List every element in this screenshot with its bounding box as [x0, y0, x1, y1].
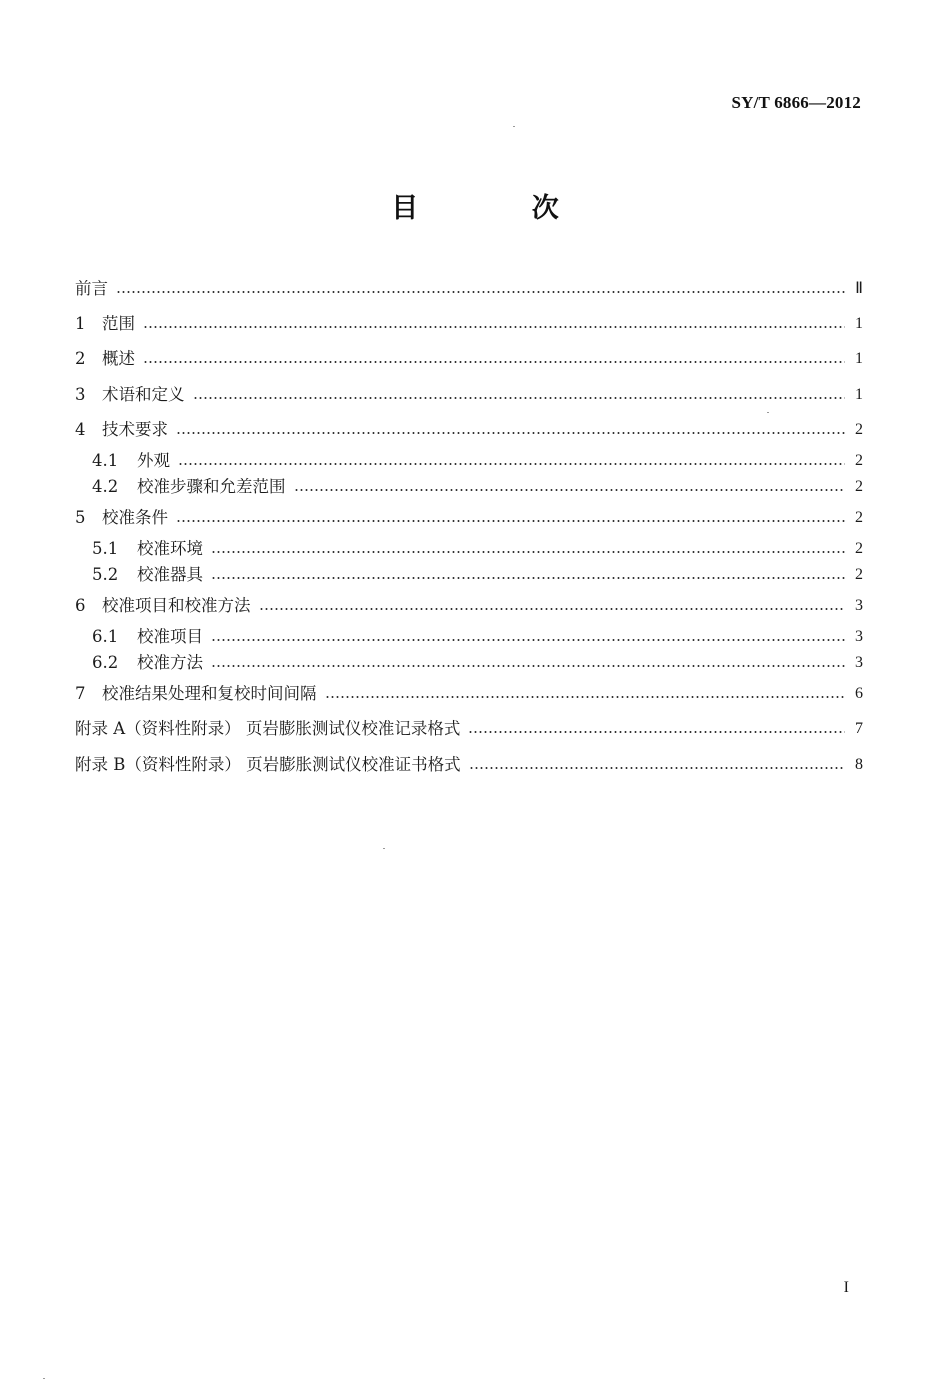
toc-entry-2[interactable]	[75, 347, 863, 371]
toc-entry-page: 2	[855, 452, 863, 469]
leader-dots	[176, 520, 845, 522]
toc-entry-page: 3	[855, 628, 863, 645]
standard-code: SY/T 6866—2012	[731, 93, 861, 112]
toc-entry-page: 2	[855, 566, 863, 583]
toc-entry-page: 2	[855, 421, 863, 438]
leader-dots	[469, 767, 845, 769]
toc-entry-4[interactable]	[75, 418, 863, 442]
leader-dots	[468, 731, 845, 733]
leader-dots	[116, 291, 845, 293]
toc-entry-label: 技术要求	[102, 420, 168, 439]
toc-entry-number: 5.2	[92, 565, 119, 584]
toc-entry-label: 术语和定义	[102, 385, 185, 404]
toc-entry-label: 概述	[102, 349, 135, 368]
toc-entry-page: 1	[855, 386, 863, 403]
toc-entry-number: 5	[75, 508, 86, 527]
toc-entry-1[interactable]	[75, 312, 863, 336]
toc-entry-label: 校准环境	[137, 539, 203, 558]
toc-entry-label: 校准条件	[102, 508, 168, 527]
toc-entry-page: 6	[855, 685, 863, 702]
leader-dots	[294, 489, 846, 491]
toc-entry-number: 2	[75, 349, 86, 368]
toc-entry-label: 范围	[102, 314, 135, 333]
toc-entry-label: 外观	[137, 451, 170, 470]
toc-entry-4-1[interactable]	[92, 449, 863, 473]
leader-dots	[325, 696, 846, 698]
toc-entry-5-1[interactable]	[92, 537, 863, 561]
toc-entry-number: 6	[75, 596, 86, 615]
toc-entry-page: 1	[855, 315, 863, 332]
toc-entry-page: 7	[855, 720, 863, 737]
toc-entry-7[interactable]	[75, 682, 863, 706]
scan-speck	[43, 1378, 45, 1379]
toc-entry-number: 4	[75, 420, 86, 439]
toc-entry-label: 校准结果处理和复校时间间隔	[102, 684, 317, 703]
toc-entry-label: 校准项目和校准方法	[102, 596, 251, 615]
leader-dots	[259, 608, 846, 610]
toc-entry-label: 附录 B（资料性附录） 页岩膨胀测试仪校准证书格式	[75, 755, 461, 774]
toc-entry-label: 校准项目	[137, 627, 203, 646]
toc-entry-number: 6.1	[92, 627, 119, 646]
toc-title: 目 次	[391, 193, 611, 224]
toc-entry-page: 1	[855, 350, 863, 367]
toc-entry-6-2[interactable]	[92, 651, 863, 675]
scan-speck	[383, 848, 385, 849]
toc-entry-page: 2	[855, 540, 863, 557]
toc-entry-6[interactable]	[75, 594, 863, 618]
toc-entry-number: 4.1	[92, 451, 119, 470]
leader-dots	[211, 665, 845, 667]
toc-entry-3[interactable]	[75, 383, 863, 407]
toc-entry-foreword[interactable]	[75, 277, 863, 301]
toc-entry-number: 5.1	[92, 539, 119, 558]
toc-entry-4-2[interactable]	[92, 475, 863, 499]
toc-entry-number: 7	[75, 684, 86, 703]
toc-entry-page: 2	[855, 509, 863, 526]
leader-dots	[143, 326, 845, 328]
leader-dots	[176, 432, 845, 434]
toc-entry-label: 校准方法	[137, 653, 203, 672]
toc-entry-number: 4.2	[92, 477, 119, 496]
scan-speck	[513, 126, 515, 127]
scan-speck	[767, 412, 769, 413]
toc-entry-number: 1	[75, 314, 86, 333]
toc-entry-appendix-a[interactable]	[75, 717, 863, 741]
toc-entry-5-2[interactable]	[92, 563, 863, 587]
toc-entry-page: 3	[855, 597, 863, 614]
leader-dots	[211, 551, 845, 553]
toc-entry-page: Ⅱ	[855, 280, 863, 297]
toc-entry-number: 6.2	[92, 653, 119, 672]
page-number: I	[843, 1279, 849, 1296]
toc-entry-5[interactable]	[75, 506, 863, 530]
toc-entry-label: 校准步骤和允差范围	[137, 477, 286, 496]
toc-entry-appendix-b[interactable]	[75, 753, 863, 777]
leader-dots	[143, 361, 845, 363]
toc-entry-label: 校准器具	[137, 565, 203, 584]
toc-entry-page: 8	[855, 756, 863, 773]
toc-entry-label: 附录 A（资料性附录） 页岩膨胀测试仪校准记录格式	[75, 719, 461, 738]
leader-dots	[193, 397, 846, 399]
leader-dots	[178, 463, 845, 465]
toc-entry-6-1[interactable]	[92, 625, 863, 649]
leader-dots	[211, 577, 845, 579]
toc-entry-number: 3	[75, 385, 86, 404]
toc-entry-page: 3	[855, 654, 863, 671]
toc-entry-page: 2	[855, 478, 863, 495]
leader-dots	[211, 639, 845, 641]
toc-entry-label: 前言	[75, 279, 108, 298]
